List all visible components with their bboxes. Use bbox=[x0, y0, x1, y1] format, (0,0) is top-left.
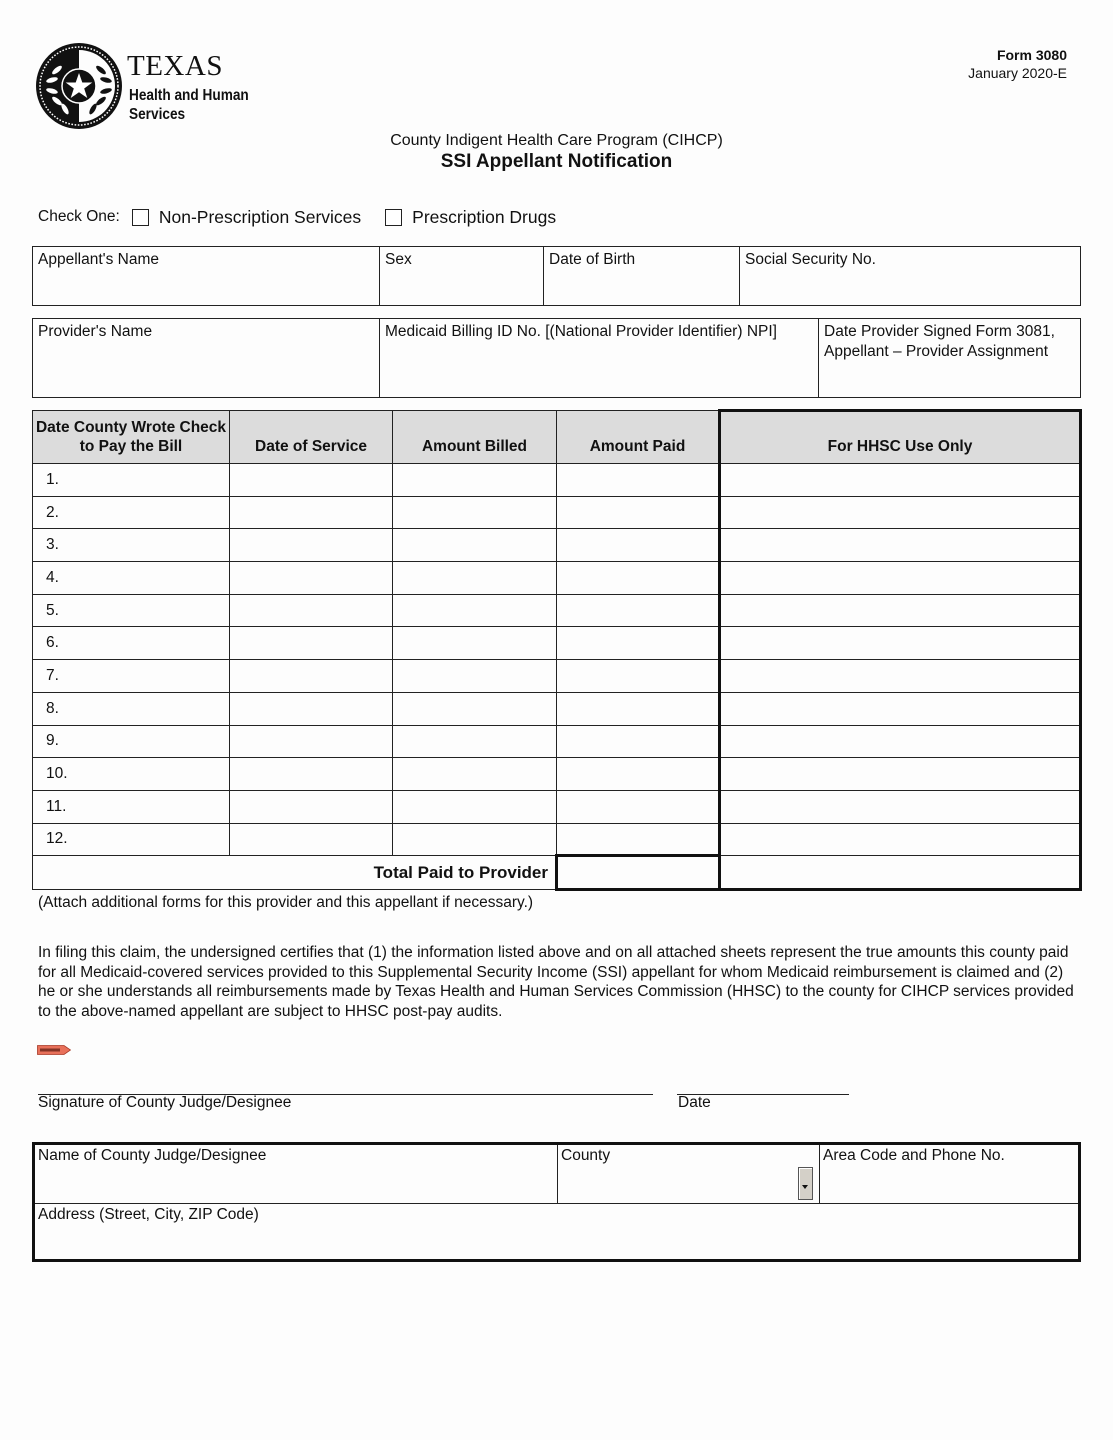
service-date-cell[interactable] bbox=[230, 594, 393, 627]
sex-field[interactable] bbox=[379, 247, 543, 305]
amount-paid-cell[interactable] bbox=[557, 725, 720, 758]
program-name: County Indigent Health Care Program (CIHCP) bbox=[390, 132, 723, 149]
check-date-cell[interactable]: 1. bbox=[33, 464, 230, 497]
hhsc-use-cell[interactable] bbox=[720, 594, 1081, 627]
check-date-cell[interactable]: 7. bbox=[33, 660, 230, 693]
amount-billed-cell[interactable] bbox=[393, 529, 557, 562]
check-date-cell[interactable]: 11. bbox=[33, 790, 230, 823]
hhsc-use-cell[interactable] bbox=[720, 692, 1081, 725]
amount-billed-cell[interactable] bbox=[393, 496, 557, 529]
medicaid-billing-id-field[interactable] bbox=[379, 319, 818, 397]
provider-signed-date-field[interactable] bbox=[818, 319, 1081, 397]
amount-paid-cell[interactable] bbox=[557, 660, 720, 693]
address-label: Address (Street, City, ZIP Code) bbox=[38, 1206, 259, 1223]
check-date-cell[interactable]: 8. bbox=[33, 692, 230, 725]
col-header-service-date: Date of Service bbox=[230, 411, 393, 464]
service-date-cell[interactable] bbox=[230, 562, 393, 595]
form-date: January 2020-E bbox=[968, 65, 1067, 81]
hhsc-total-cell[interactable] bbox=[720, 856, 1081, 890]
hhsc-use-cell[interactable] bbox=[720, 562, 1081, 595]
service-date-cell[interactable] bbox=[230, 790, 393, 823]
amount-paid-cell[interactable] bbox=[557, 529, 720, 562]
total-row bbox=[33, 856, 1081, 890]
amount-billed-cell[interactable] bbox=[393, 725, 557, 758]
county-select[interactable] bbox=[558, 1145, 819, 1203]
col-header-check-date: Date County Wrote Check to Pay the Bill bbox=[33, 411, 230, 464]
ssn-label: Social Security No. bbox=[745, 251, 876, 268]
sign-here-tag-icon[interactable] bbox=[37, 1045, 71, 1055]
table-row bbox=[33, 562, 1081, 595]
amount-billed-cell[interactable] bbox=[393, 562, 557, 595]
check-one-row bbox=[38, 205, 580, 229]
table-row bbox=[33, 594, 1081, 627]
sex-label: Sex bbox=[385, 251, 412, 268]
check-date-cell[interactable]: 10. bbox=[33, 758, 230, 791]
table-row bbox=[33, 823, 1081, 856]
service-date-cell[interactable] bbox=[230, 725, 393, 758]
form-identifier bbox=[968, 46, 1067, 82]
signature-date-label: Date bbox=[678, 1094, 711, 1111]
logo-subtitle-line2: Services bbox=[129, 106, 186, 123]
check-date-cell[interactable]: 9. bbox=[33, 725, 230, 758]
ssn-field[interactable] bbox=[739, 247, 1081, 305]
amount-paid-cell[interactable] bbox=[557, 790, 720, 823]
texas-star-seal-icon bbox=[35, 42, 123, 130]
table-row bbox=[33, 496, 1081, 529]
non-prescription-checkbox[interactable] bbox=[132, 209, 149, 226]
phone-label: Area Code and Phone No. bbox=[823, 1147, 1005, 1164]
amount-paid-cell[interactable] bbox=[557, 692, 720, 725]
amount-paid-cell[interactable] bbox=[557, 758, 720, 791]
hhsc-use-cell[interactable] bbox=[720, 496, 1081, 529]
provider-info-section bbox=[32, 318, 1081, 398]
table-row bbox=[33, 660, 1081, 693]
phone-field[interactable] bbox=[820, 1145, 1078, 1203]
col-header-hhsc-use: For HHSC Use Only bbox=[720, 411, 1081, 464]
prescription-drugs-label: Prescription Drugs bbox=[412, 206, 557, 227]
provider-name-field[interactable] bbox=[32, 319, 379, 397]
logo-subtitle bbox=[129, 86, 249, 124]
total-paid-label: Total Paid to Provider bbox=[33, 856, 557, 890]
appellant-name-field[interactable] bbox=[32, 247, 379, 305]
logo-title: TEXAS bbox=[127, 50, 223, 82]
hhsc-use-cell[interactable] bbox=[720, 529, 1081, 562]
amount-billed-cell[interactable] bbox=[393, 692, 557, 725]
col-header-amount-billed: Amount Billed bbox=[393, 411, 557, 464]
certification-statement: In filing this claim, the undersigned certifies that (1) the information listed above and on all attached sheets represent the true amounts this county paid for all Medicaid-covered services provided to this Supplemental Security Income (SSI) appellant for whom Medicaid reimbursement is claimed and (2) he or she understands all reimbursements made by Texas Health and Human Services Commission (HHSC) to the county for CIHCP services provided to the above-named appellant are subject to HHSC post-pay audits. bbox=[38, 944, 1074, 1021]
check-date-cell[interactable]: 5. bbox=[33, 594, 230, 627]
table-row bbox=[33, 725, 1081, 758]
provider-signed-date-label: Date Provider Signed Form 3081, Appellant – Provider Assignment bbox=[824, 323, 1055, 360]
check-date-cell[interactable]: 6. bbox=[33, 627, 230, 660]
claims-table bbox=[32, 409, 1082, 891]
texas-hhs-logo bbox=[35, 42, 275, 130]
service-date-cell[interactable] bbox=[230, 692, 393, 725]
col-header-amount-paid: Amount Paid bbox=[557, 411, 720, 464]
table-row bbox=[33, 692, 1081, 725]
amount-paid-cell[interactable] bbox=[557, 627, 720, 660]
amount-billed-cell[interactable] bbox=[393, 790, 557, 823]
address-field[interactable] bbox=[35, 1204, 1078, 1259]
table-row bbox=[33, 529, 1081, 562]
table-row bbox=[33, 464, 1081, 497]
chevron-down-icon bbox=[802, 1185, 808, 1189]
form-number: Form 3080 bbox=[996, 47, 1067, 63]
logo-subtitle-line1: Health and Human bbox=[129, 87, 249, 104]
amount-billed-cell[interactable] bbox=[393, 594, 557, 627]
hhsc-use-cell[interactable] bbox=[720, 725, 1081, 758]
table-row bbox=[33, 627, 1081, 660]
appellant-name-label: Appellant's Name bbox=[38, 251, 159, 268]
judge-name-label: Name of County Judge/Designee bbox=[38, 1147, 267, 1164]
option-non-prescription[interactable] bbox=[132, 207, 361, 228]
service-date-cell[interactable] bbox=[230, 496, 393, 529]
service-date-cell[interactable] bbox=[230, 627, 393, 660]
service-date-cell[interactable] bbox=[230, 660, 393, 693]
check-date-cell[interactable]: 3. bbox=[33, 529, 230, 562]
amount-billed-cell[interactable] bbox=[393, 823, 557, 856]
check-date-cell[interactable]: 2. bbox=[33, 496, 230, 529]
option-prescription-drugs[interactable] bbox=[385, 207, 556, 228]
judge-name-field[interactable] bbox=[35, 1145, 557, 1203]
date-of-birth-field[interactable] bbox=[543, 247, 739, 305]
attach-note: (Attach additional forms for this provider and this appellant if necessary.) bbox=[38, 894, 534, 911]
non-prescription-label: Non-Prescription Services bbox=[158, 206, 362, 227]
service-date-cell[interactable] bbox=[230, 758, 393, 791]
table-row bbox=[33, 790, 1081, 823]
hhsc-use-cell[interactable] bbox=[720, 660, 1081, 693]
amount-billed-cell[interactable] bbox=[393, 758, 557, 791]
amount-paid-cell[interactable] bbox=[557, 823, 720, 856]
amount-paid-cell[interactable] bbox=[557, 464, 720, 497]
amount-paid-cell[interactable] bbox=[557, 594, 720, 627]
amount-paid-cell[interactable] bbox=[557, 496, 720, 529]
table-row bbox=[33, 758, 1081, 791]
page-title: SSI Appellant Notification bbox=[440, 151, 673, 172]
check-one-label: Check One: bbox=[38, 208, 120, 225]
table-header-row bbox=[33, 411, 1081, 464]
hhsc-use-cell[interactable] bbox=[720, 790, 1081, 823]
medicaid-billing-id-label: Medicaid Billing ID No. [(National Provider Identifier) NPI] bbox=[385, 323, 777, 340]
amount-billed-cell[interactable] bbox=[393, 660, 557, 693]
appellant-info-section bbox=[32, 246, 1081, 306]
hhsc-use-cell[interactable] bbox=[720, 758, 1081, 791]
county-label: County bbox=[561, 1147, 611, 1164]
service-date-cell[interactable] bbox=[230, 529, 393, 562]
date-of-birth-label: Date of Birth bbox=[549, 251, 636, 268]
county-judge-section bbox=[32, 1142, 1081, 1262]
service-date-cell[interactable] bbox=[230, 823, 393, 856]
prescription-drugs-checkbox[interactable] bbox=[385, 209, 402, 226]
amount-billed-cell[interactable] bbox=[393, 627, 557, 660]
provider-name-label: Provider's Name bbox=[38, 323, 153, 340]
check-date-cell[interactable]: 4. bbox=[33, 562, 230, 595]
county-dropdown-button[interactable] bbox=[798, 1167, 813, 1200]
hhsc-use-cell[interactable] bbox=[720, 823, 1081, 856]
hhsc-use-cell[interactable] bbox=[720, 464, 1081, 497]
total-paid-value[interactable] bbox=[557, 856, 720, 890]
amount-billed-cell[interactable] bbox=[393, 464, 557, 497]
signature-label: Signature of County Judge/Designee bbox=[38, 1094, 292, 1111]
service-date-cell[interactable] bbox=[230, 464, 393, 497]
hhsc-use-cell[interactable] bbox=[720, 627, 1081, 660]
check-date-cell[interactable]: 12. bbox=[33, 823, 230, 856]
amount-paid-cell[interactable] bbox=[557, 562, 720, 595]
